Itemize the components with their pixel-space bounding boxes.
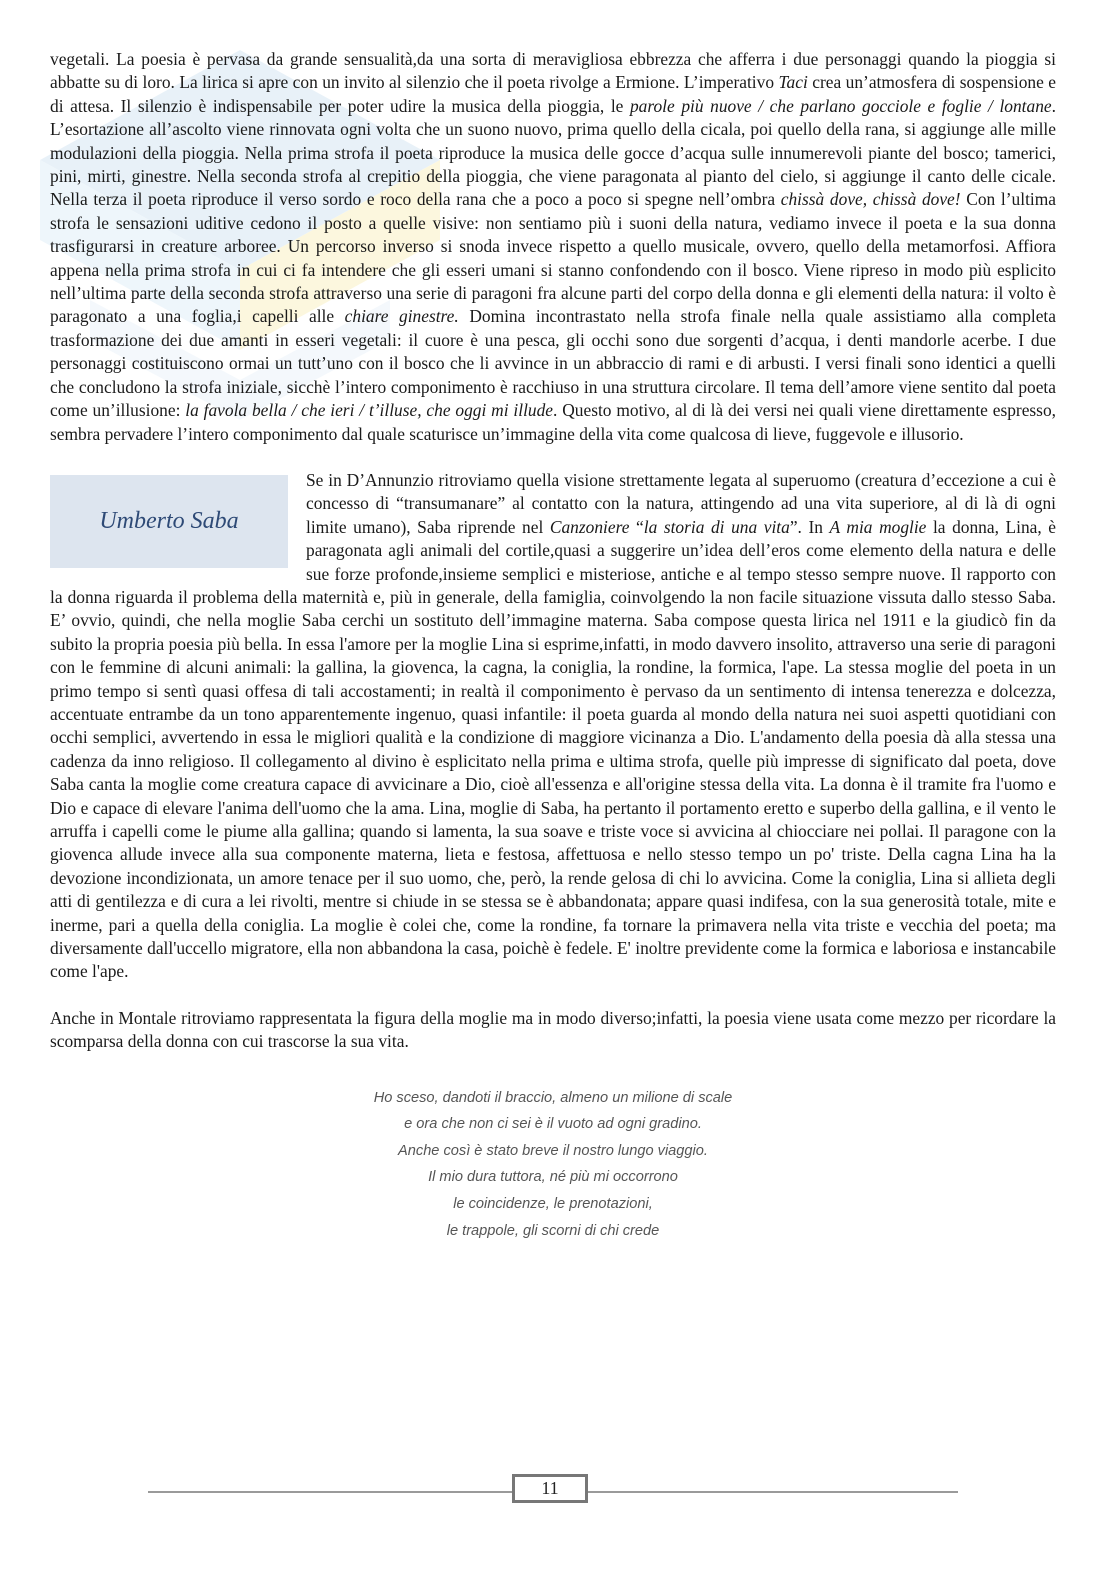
text-run: la donna, Lina, è paragonata agli animali del cortile,quasi a suggerire un’idea dell’eros come elemento della natura e delle sue forze profonde,insieme semplici e misteriose, antiche e al tempo stesso sempre nuove. Il rapporto con la donna riguarda il problema della maternità e, più in generale, della famiglia, coinvolgendo la non facile situazione vissuta dallo stesso Saba. E’ ovvio, quindi, che nella moglie Saba cerchi un sostituto dell’immagine materna. Saba compose questa lirica nel 1911 e la giudicò fin da subito la propria poesia più bella. In essa l'amore per la moglie Lina si esprime,infatti, in modo davvero insolito, attraverso una serie di paragoni con le femmine di alcuni animali: la gallina, la giovenca, la cagna, la coniglia, la rondine, la formica, l'ape. La stessa moglie del poeta in un primo tempo si sentì quasi offesa di tali accostamenti; in realtà il componimento è pervaso da un sentimento di intensa tenerezza e dolcezza, accentuate entrambe da un tono apparentemente ingenuo, quasi infantile: il poeta guarda al mondo della natura nei suoi aspetti quotidiani con occhi semplici, avvertendo in essa le migliori qualità e la condizione di maggiore vicinanza a Dio. L'andamento della poesia dà alla stessa una cadenza da inno religioso. Il collegamento al divino è esplicitato nella prima e ultima strofa, quelle più impresse di significato dal poeta, dove Saba canta la moglie come creatura capace di avvicinare a Dio, cioè all'essenza e all'origine stessa della vita. La donna è il tramite fra l'uomo e Dio e capace di elevare l'anima dell'uomo che la ama. Lina, moglie di Saba, ha pertanto il portamento eretto e superbo della gallina, e il vento le arruffa i capelli come le piume alla gallina; quando si lamenta, la sua soave e triste voce si avvicina al chiocciare nei pollai. Il paragone con la giovenca allude invece alla sua componente materna, lieta e festosa, affettuosa e nello stesso tempo un po' triste. Della cagna Lina ha la devozione incondizionata, un amore tenace per il suo uomo, che, però, la rende gelosa di chi lo avvicina. Come la coniglia, Lina si allieta degli atti di gentilezza e di cura a lei rivolti, mentre si chiude in se stessa se è abbandonata; appare quasi indifesa, con la sua generosità totale, mite e inerme, pari a quella della coniglia. La moglie è colei che, come la rondine, fa tornare la primavera nella vita triste e vecchia del poeta; ma diversamente dall'uccello migratore, ella non abbandona la casa, poichè è fedele. E' inoltre previdente come la formica e laboriosa e instancabile come l'ape. <box>50 516 1057 982</box>
italic-quote: la storia di una vita <box>643 516 790 537</box>
text-run: “ <box>629 516 644 537</box>
italic-quote: Canzoniere <box>549 516 630 537</box>
italic-quote: chiare ginestre. <box>344 306 459 327</box>
poem-line: le coincidenze, le prenotazioni, <box>453 1196 653 1213</box>
text-run: crea un’atmosfera di sospensione e di attesa. Il silenzio è indispensabile per poter udire la musica della pioggia, le <box>50 72 1056 116</box>
callout-title: Umberto Saba <box>99 507 239 534</box>
poem-line: Il mio dura tuttora, né più mi occorrono <box>428 1169 678 1186</box>
poem-excerpt <box>50 1085 1056 1245</box>
italic-quote: Taci <box>778 72 808 93</box>
italic-quote: parole più nuove / che parlano gocciole e foglie / lontane <box>629 95 1052 116</box>
page-number: 11 <box>512 1474 588 1503</box>
poem-line: Ho sceso, dandoti il braccio, almeno un milione di scale <box>373 1089 733 1106</box>
footer-rule-left <box>148 1491 512 1493</box>
italic-quote: chissà dove, chissà dove! <box>780 189 961 210</box>
text-run: Domina incontrastato nella strofa finale nella quale assistiamo alla completa trasformazione dei due amanti in esseri vegetali: il cuore è una pesca, gli occhi sono due sorgenti d’acqua, i denti mandorle acerbe. I due personaggi costituiscono ormai un tutt’uno con il bosco che li avvince in un abbraccio di rami e di arbusti. I versi finali sono identici a quelli che concludono la strofa iniziale, sicchè l’intero componimento è racchiuso in una struttura circolare. Il tema dell’amore viene sentito dal poeta come un’illusione: <box>50 306 1056 421</box>
text-run: Se in D’Annunzio ritroviamo quella visione strettamente legata al superuomo (creatura d’eccezione a cui è concesso di “transumanare” al contatto con la natura, attingendo ad una vita superiore, al di là di ogni limite umano), Saba riprende nel <box>306 469 1056 537</box>
italic-quote: la favola bella / che ieri / t’illuse, che oggi mi illude <box>185 400 554 421</box>
poem-line: le trappole, gli scorni di chi crede <box>446 1222 660 1239</box>
text-run: vegetali. La poesia è pervasa da grande sensualità,da una sorta di meravigliosa ebbrezza che afferra i due personaggi quando la pioggia si abbatte su di loro. La lirica si apre con un invito al silenzio che il poeta rivolge a Ermione. L’imperativo <box>50 49 1056 93</box>
poem-line: Anche così è stato breve il nostro lungo viaggio. <box>398 1142 708 1159</box>
text-run: . L’esortazione all’ascolto viene rinnovata ogni volta che un suono nuovo, prima quello della cicala, poi quello della rana, si aggiunge alle mille modulazioni della pioggia. Nella prima strofa il poeta riproduce la musica delle gocce d’acqua sulle innumerevoli piante del bosco; tamerici, pini, mirti, ginestre. Nella seconda strofa al crepitio della pioggia, che viene paragonata al pianto del cielo, si aggiunge il canto delle cicale. Nella terza il poeta riproduce il verso sordo e roco della rana che a poco a poco si spegne nell’ombra <box>50 95 1056 210</box>
paragraph-montale: Anche in Montale ritroviamo rappresentata la figura della moglie ma in modo diverso;infatti, la poesia viene usata come mezzo per ricordare la scomparsa della donna con cui trascorse la sua vita. <box>50 1007 1056 1052</box>
umberto-saba-callout <box>50 475 288 568</box>
text-run: Con l’ultima strofa le sensazioni uditive cedono il posto a quelle visive: non sentiamo più i suoni della natura, vediamo invece il poeta e la sua donna trasfigurarsi in creature arboree. Un percorso inverso si snoda invece rispetto a quello musicale, ovvero, quello della metamorfosi. Affiora appena nella prima strofa in cui ci fa intendere che gli esseri umani si stanno confondendo con il bosco. Viene ripreso in modo più esplicito nell’ultima parte della seconda strofa attraverso una serie di paragoni fra alcune parti del corpo della donna e gli elementi della natura: il volto è paragonato a una foglia,i capelli alle <box>50 189 1056 327</box>
poem-line: e ora che non ci sei è il vuoto ad ogni gradino. <box>404 1116 702 1133</box>
italic-quote: A mia moglie <box>829 516 927 537</box>
page-content <box>50 48 1056 1244</box>
paragraph-dannunzio <box>50 48 1056 446</box>
text-run: ”. In <box>789 516 830 537</box>
footer-rule-right <box>588 1491 958 1493</box>
text-run: . Questo motivo, al di là dei versi nei quali viene direttamente espresso, sembra pervadere l’intero componimento dal quale scaturisce un’immagine della vita come qualcosa di lieve, fuggevole e illusorio. <box>50 400 1056 444</box>
